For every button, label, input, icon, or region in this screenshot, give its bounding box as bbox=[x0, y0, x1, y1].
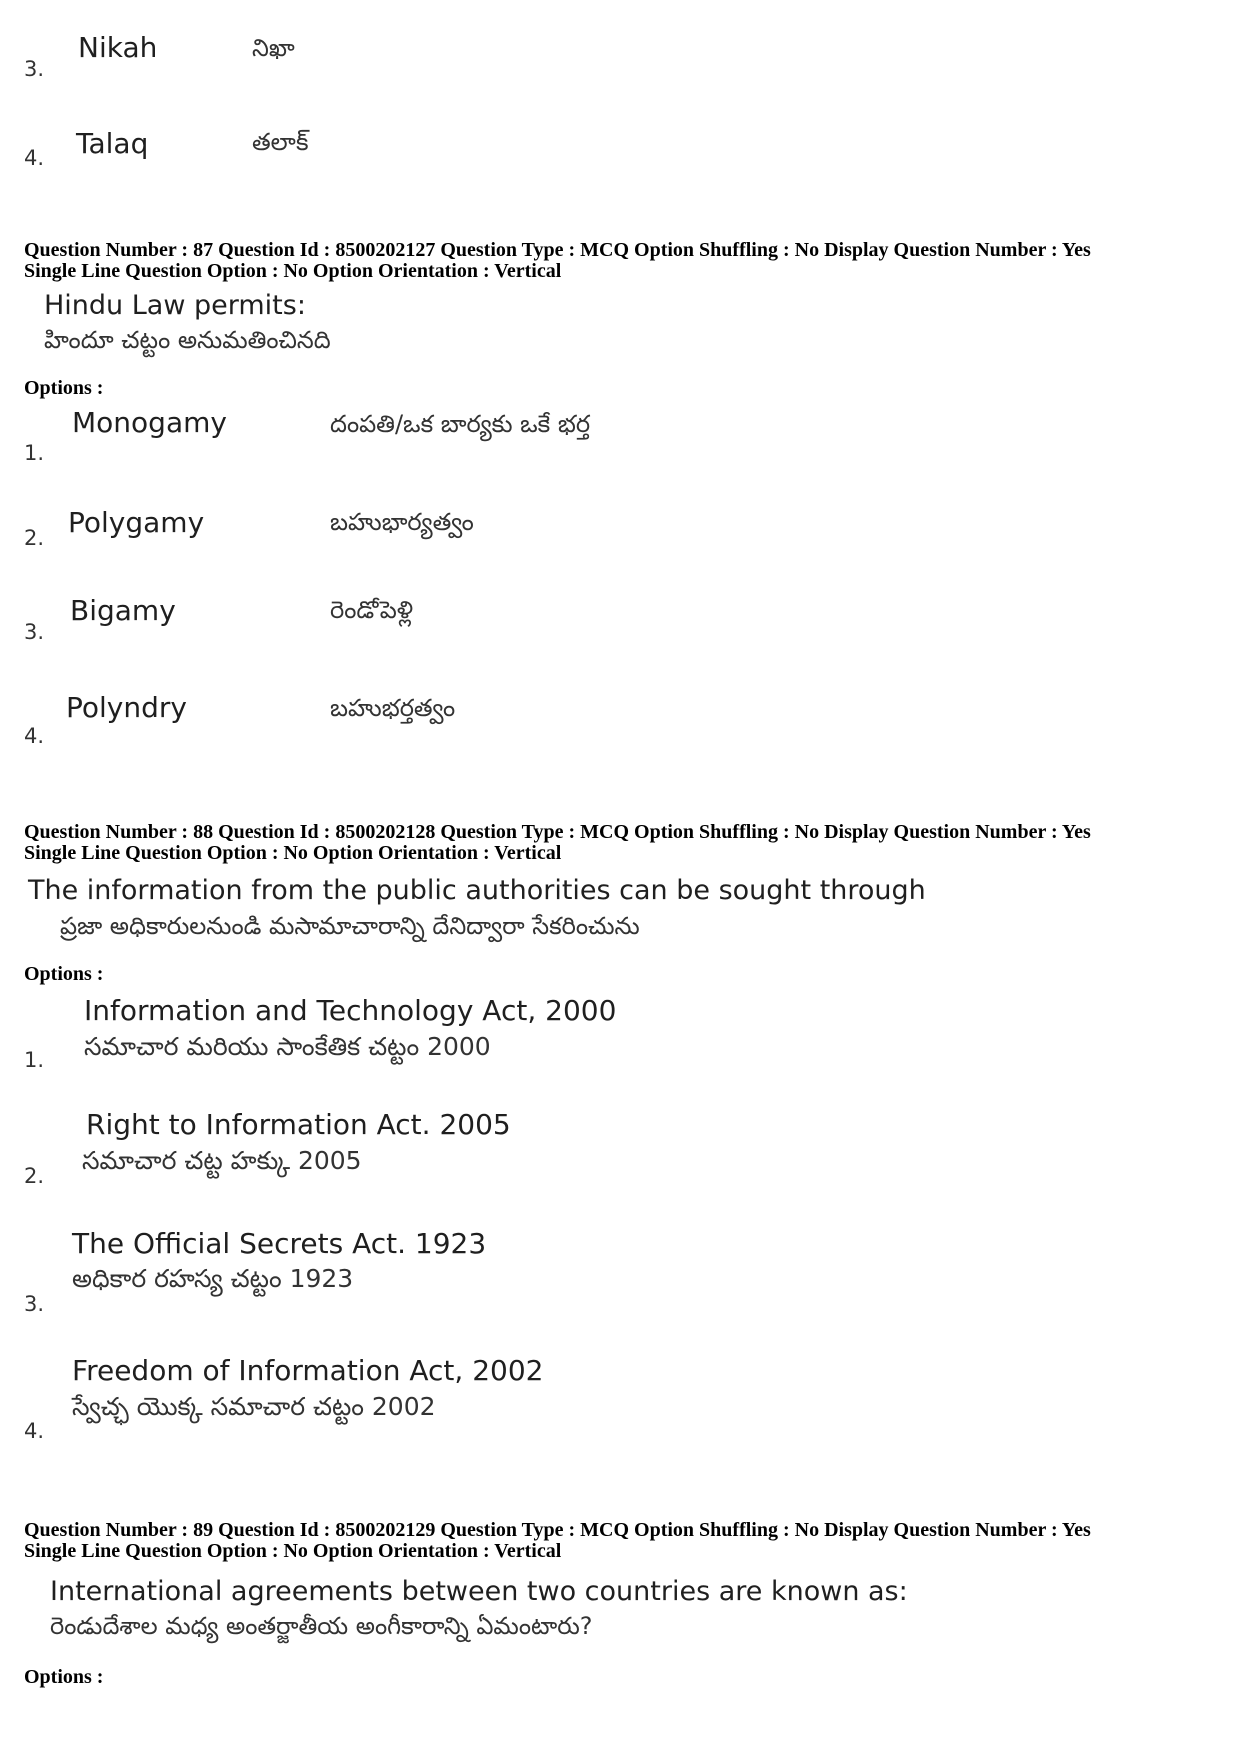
options-label: Options : bbox=[24, 963, 104, 985]
option-english: Freedom of Information Act, 2002 bbox=[72, 1354, 544, 1387]
question-text-english: Hindu Law permits: bbox=[44, 290, 306, 321]
option-english: Bigamy bbox=[70, 594, 176, 627]
option-telugu: సమాచార మరియు సాంకేతిక చట్టం 2000 bbox=[84, 1032, 491, 1061]
option-number: 2. bbox=[24, 526, 45, 550]
option-telugu: రెండోపెళ్లి bbox=[330, 596, 414, 624]
question-meta-line1: Question Number : 87 Question Id : 8500202127 Question Type : MCQ Option Shuffling : No Display Question Number : Yes bbox=[24, 239, 1091, 261]
question-meta-line2: Single Line Question Option : No Option Orientation : Vertical bbox=[24, 842, 562, 864]
option-english: Polygamy bbox=[68, 506, 205, 539]
option-number: 4. bbox=[24, 1419, 45, 1443]
option-number: 3. bbox=[24, 1292, 45, 1316]
option-telugu: సమాచార చట్ట హక్కు 2005 bbox=[82, 1146, 362, 1175]
options-label: Options : bbox=[24, 1666, 104, 1688]
option-telugu: బహుభర్తత్వం bbox=[330, 694, 456, 722]
option-number: 4. bbox=[24, 146, 45, 170]
question-meta-line2: Single Line Question Option : No Option Orientation : Vertical bbox=[24, 260, 562, 282]
option-telugu: బహుభార్యత్వం bbox=[330, 508, 474, 536]
option-telugu: స్వేచ్ఛ యొక్క సమాచార చట్టం 2002 bbox=[72, 1392, 436, 1421]
question-text-english: International agreements between two countries are known as: bbox=[50, 1576, 908, 1607]
question-text-telugu: హిందూ చట్టం అనుమతించినది bbox=[44, 326, 331, 354]
question-meta-line1: Question Number : 88 Question Id : 8500202128 Question Type : MCQ Option Shuffling : No Display Question Number : Yes bbox=[24, 821, 1091, 843]
option-number: 2. bbox=[24, 1164, 45, 1188]
option-english: Right to Information Act. 2005 bbox=[86, 1108, 511, 1141]
option-number: 3. bbox=[24, 620, 45, 644]
options-label: Options : bbox=[24, 377, 104, 399]
question-text-telugu: ప్రజా అధికారులనుండి మసామాచారాన్ని దేనిద్వారా సేకరించును bbox=[60, 912, 640, 940]
option-telugu: దంపతి/ఒక బార్యకు ఒకే భర్త bbox=[330, 410, 591, 438]
option-telugu: అధికార రహస్య చట్టం 1923 bbox=[72, 1264, 354, 1293]
option-english: Polyndry bbox=[66, 691, 187, 724]
question-meta-line1: Question Number : 89 Question Id : 8500202129 Question Type : MCQ Option Shuffling : No Display Question Number : Yes bbox=[24, 1519, 1091, 1541]
option-number: 1. bbox=[24, 1048, 45, 1072]
question-meta-line2: Single Line Question Option : No Option Orientation : Vertical bbox=[24, 1540, 562, 1562]
option-english: Monogamy bbox=[72, 406, 227, 439]
option-english: Information and Technology Act, 2000 bbox=[84, 994, 617, 1027]
option-telugu: నిఖా bbox=[252, 34, 295, 62]
option-number: 3. bbox=[24, 57, 45, 81]
question-text-telugu: రెండుదేశాల మధ్య అంతర్జాతీయ అంగీకారాన్ని ఏమంటారు? bbox=[50, 1612, 593, 1640]
option-english: The Official Secrets Act. 1923 bbox=[72, 1227, 487, 1260]
option-telugu: తలాక్ bbox=[252, 128, 309, 156]
option-number: 4. bbox=[24, 724, 45, 748]
option-english: Nikah bbox=[78, 31, 158, 64]
question-text-english: The information from the public authorities can be sought through bbox=[28, 875, 926, 906]
option-number: 1. bbox=[24, 441, 45, 465]
option-english: Talaq bbox=[76, 127, 149, 160]
